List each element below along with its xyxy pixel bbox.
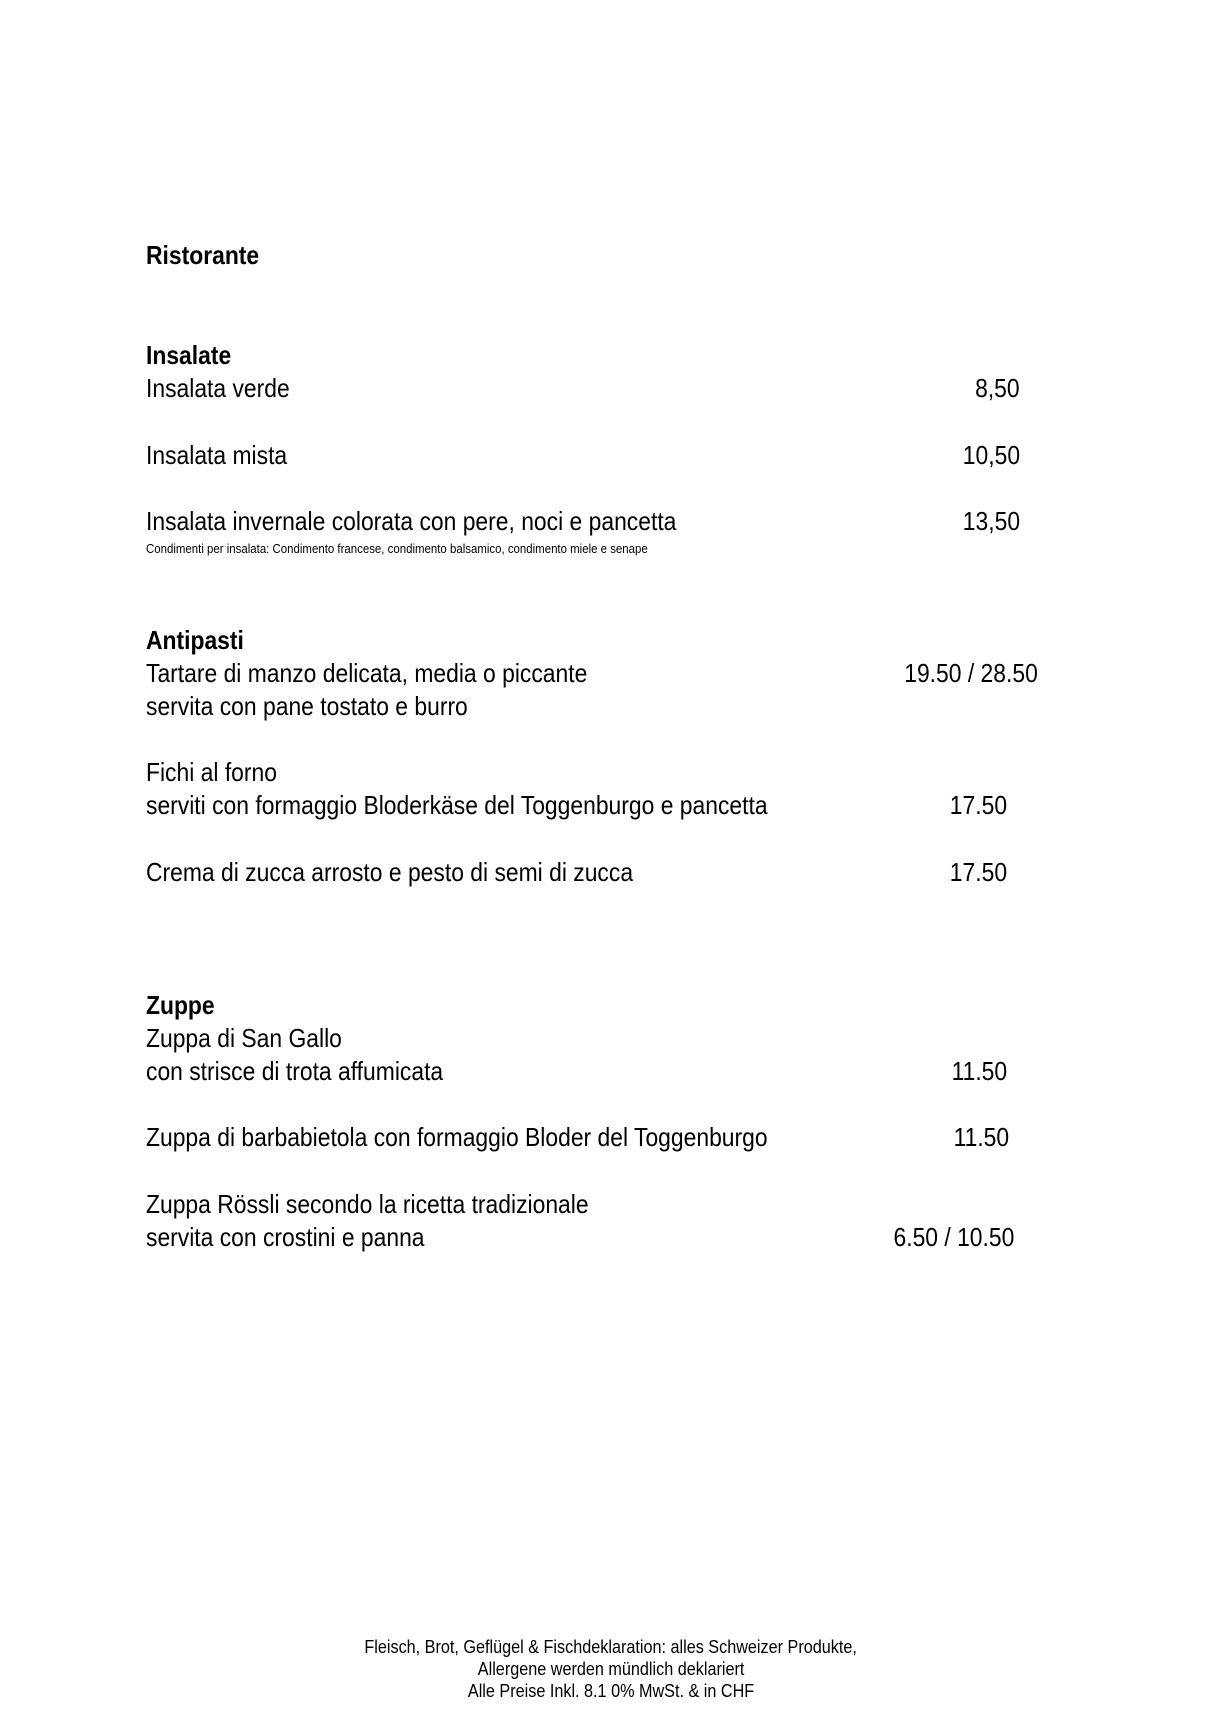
menu-item-description: servita con pane tostato e burro — [146, 691, 468, 721]
footer-line: Allergene werden mündlich deklariert — [477, 1659, 745, 1679]
menu-item-name: Insalata verde — [146, 373, 290, 403]
menu-item-name: Zuppa Rössli secondo la ricetta tradizionale — [146, 1189, 589, 1219]
menu-item-description: servita con crostini e panna — [146, 1222, 425, 1252]
menu-item-description: serviti con formaggio Bloderkäse del Toggenburgo e pancetta — [146, 790, 768, 820]
footer-line: Alle Preise Inkl. 8.1 0% MwSt. & in CHF — [467, 1681, 755, 1701]
menu-item-name: Insalata invernale colorata con pere, noci e pancetta — [146, 506, 677, 536]
section-heading-zuppe: Zuppe — [146, 990, 215, 1020]
section-heading-insalate: Insalate — [146, 340, 232, 370]
footer-line: Fleisch, Brot, Geflügel & Fischdeklaration: alles Schweizer Produkte, — [364, 1637, 858, 1657]
menu-item-price: 8,50 — [975, 373, 1020, 403]
menu-item-name: Tartare di manzo delicata, media o piccante — [146, 658, 588, 688]
footer-declaration — [0, 1636, 1222, 1658]
menu-item-price: 10,50 — [962, 440, 1020, 470]
footer-allergens — [0, 1658, 1222, 1680]
menu-item-price: 11.50 — [951, 1056, 1007, 1086]
section-heading-antipasti: Antipasti — [146, 625, 244, 655]
menu-item-name: Crema di zucca arrosto e pesto di semi di zucca — [146, 857, 634, 887]
menu-item-price: 17.50 — [949, 790, 1007, 820]
menu-item-price: 19.50 / 28.50 — [904, 658, 1038, 688]
menu-item-price: 17.50 — [949, 857, 1007, 887]
menu-item-price: 6.50 / 10.50 — [893, 1222, 1014, 1252]
page-title: Ristorante — [146, 240, 260, 270]
menu-item-name: Zuppa di San Gallo — [146, 1023, 342, 1053]
footer-prices — [0, 1680, 1222, 1702]
menu-item-name: Fichi al forno — [146, 757, 277, 787]
menu-item-price: 11.50 — [953, 1122, 1009, 1152]
menu-item-name: Zuppa di barbabietola con formaggio Bloder del Toggenburgo — [146, 1122, 768, 1152]
menu-item-description: con strisce di trota affumicata — [146, 1056, 444, 1086]
menu-item-price: 13,50 — [962, 506, 1020, 536]
dressing-note: Condimenti per insalata: Condimento francese, condimento balsamico, condimento miele e senape — [146, 541, 648, 556]
menu-item-name: Insalata mista — [146, 440, 288, 470]
